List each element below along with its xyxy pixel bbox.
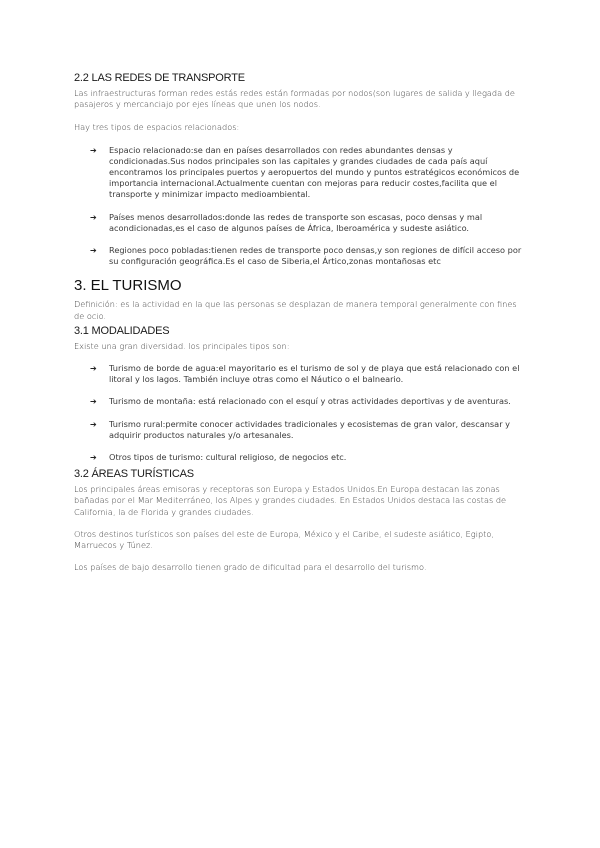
redes-types-intro: Hay tres tipos de espacios relacionados: bbox=[74, 122, 240, 133]
arrow-bullet-icon: ➔ bbox=[90, 212, 97, 222]
list-item: ➔ Turismo de borde de agua:el mayoritario es el turismo de sol y de playa que está relacionado con el litoral y los lagos. También incluye otras como el Náutico o el balneario. bbox=[90, 363, 520, 385]
arrow-bullet-icon: ➔ bbox=[90, 145, 97, 155]
section-heading-redes: 2.2 LAS REDES DE TRANSPORTE bbox=[74, 72, 245, 84]
arrow-bullet-icon: ➔ bbox=[90, 453, 97, 463]
areas-paragraph-2: Otros destinos turísticos son países del este de Europa, México y el Caribe, el sudeste asiático, Egipto, Marruecos y Túnez. bbox=[74, 528, 494, 551]
redes-intro: Las infraestructuras forman redes estás redes están formadas por nodos(son lugares de salida y llegada de pasajeros y mercanciajo por ejes líneas que unen los nodos. bbox=[74, 88, 515, 110]
list-item: ➔ Otros tipos de turismo: cultural religioso, de negocios etc. bbox=[90, 452, 347, 463]
arrow-bullet-icon: ➔ bbox=[90, 246, 97, 256]
areas-paragraph-1: Los principales áreas emisoras y receptoras son Europa y Estados Unidos.En Europa destacan las zonas bañadas por el Mar Mediterráneo, los Alpes y grandes ciudades. En Estados Unidos destaca las costas de California, la de Florida y grandes ciudades. bbox=[74, 484, 507, 517]
turismo-definition: Definición: es la actividad en la que las personas se desplazan de manera temporal generalmente con fines de ocio. bbox=[74, 299, 517, 321]
areas-paragraph-3: Los países de bajo desarrollo tienen grado de dificultad para el desarrollo del turismo. bbox=[74, 562, 427, 573]
modalidades-intro: Existe una gran diversidad. los principales tipos son: bbox=[74, 340, 290, 351]
section-heading-turismo: 3. EL TURISMO bbox=[74, 277, 182, 295]
list-item: ➔ Países menos desarrollados:donde las redes de transporte son escasas, poco densas y mal acondicionadas,es el caso de algunos países de África, Iberoamérica y sudeste asiático. bbox=[90, 211, 483, 233]
list-item: ➔ Turismo rural:permite conocer actividades tradicionales y ecosistemas de gran valor, descansar y adquirir productos naturales y/o artesanales. bbox=[90, 418, 511, 440]
document-page bbox=[74, 72, 524, 573]
list-item: ➔ Turismo de montaña: está relacionado con el esquí y otras actividades deportivas y de aventuras. bbox=[90, 396, 511, 407]
section-heading-areas: 3.2 ÁREAS TURÍSTICAS bbox=[74, 468, 194, 481]
section-heading-modalidades: 3.1 MODALIDADES bbox=[74, 324, 170, 337]
arrow-bullet-icon: ➔ bbox=[90, 419, 97, 429]
list-item: ➔ Regiones poco pobladas:tienen redes de transporte poco densas,y son regiones de difícil acceso por su configuración geográfica.Es el caso de Siberia,el Ártico,zonas montañosas etc bbox=[90, 245, 522, 267]
redes-list bbox=[74, 145, 524, 268]
list-item: ➔ Espacio relacionado:se dan en países desarrollados con redes abundantes densas y condicionadas.Sus nodos principales son las capitales y grandes ciudades de cada país aquí encontramos los principales puertos y aeropuertos del mundo y puntos estratégicos económicos de importancia internacional.Actualmente cuentan con mejoras para reducir costes,facilita que el transporte y minimizar impacto medioambiental. bbox=[90, 144, 520, 200]
modalidades-list bbox=[74, 363, 524, 463]
arrow-bullet-icon: ➔ bbox=[90, 397, 97, 407]
arrow-bullet-icon: ➔ bbox=[90, 364, 97, 374]
